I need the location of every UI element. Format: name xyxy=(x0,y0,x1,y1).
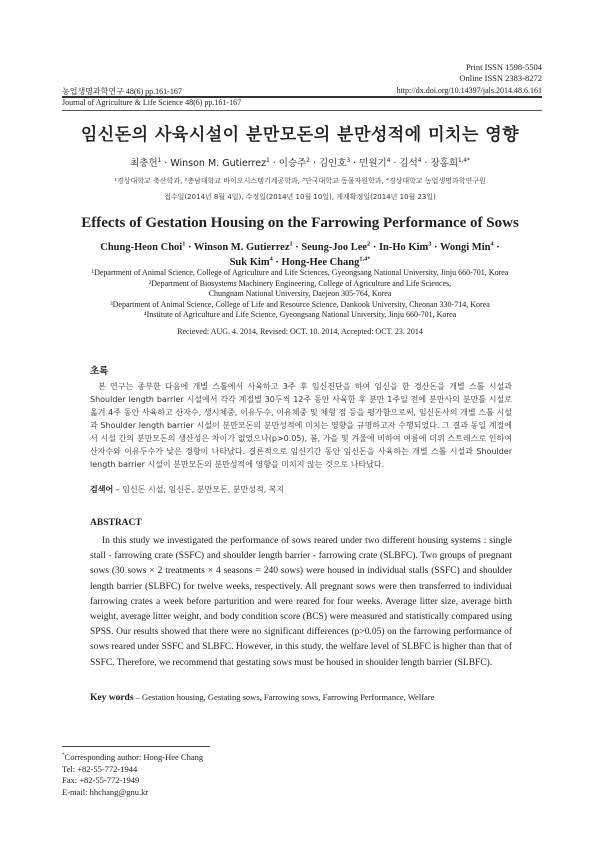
keywords-english xyxy=(90,692,512,703)
author: · Winson M. Gutierrez xyxy=(185,242,290,253)
author-sup: 2 xyxy=(367,240,371,248)
affiliations-korean: ¹경상대학교 축산학과, ²충남대학교 바이오시스템기계공학과, ³단국대학교 동물자원학과, ⁴경상대학교 농업생명과학연구원 xyxy=(114,177,486,185)
author: · 민원기 xyxy=(350,158,387,169)
author: · Winson M. Gutierrez xyxy=(161,158,267,169)
dates-korean: 접수일(2014년 8월 4일), 수정일(2014년 10월 10일), 게재확정일(2014년 10월 23일) xyxy=(164,193,436,201)
author-sup: 1 xyxy=(182,240,186,248)
corresponding-author: Corresponding author: Hong-Hee Chang xyxy=(64,752,204,762)
author: Suk Kim xyxy=(229,257,270,268)
author: Chung-Heon Choi xyxy=(100,242,183,253)
author-sup: 3 xyxy=(346,157,351,164)
authors-english xyxy=(40,240,560,270)
doi-link[interactable]: http://dx.doi.org/10.14397/jals.2014.48.6.161 xyxy=(396,86,542,95)
keywords-en-label: Key words xyxy=(90,693,134,703)
author-sup: 1 xyxy=(157,157,162,164)
author-sup: 4 xyxy=(417,157,422,164)
author-sup: 3 xyxy=(428,240,432,248)
keywords-korean xyxy=(90,484,512,495)
abstract-en-text: In this study we investigated the performance of sows reared under two different housing systems : single stall - farrowing crate (SSFC) and shoulder length barrier - farrowing crate (SLBFC). Two groups of pregnant sows (30 sows × 2 treatments × 4 seasons = 240 sows) were housed in individual stalls (SSFC) and shoulder length barrier (SLBFC) for twelve weeks, respectively. All pregnant sows were then transferred to individual farrowing crates a week before parturition and were reared for four weeks. Average litter size, average birth weight, average litter weight, and body condition score (BCS) were measured and statistically compared using SPSS. Our results showed that there were no significant differences (p>0.05) on the farrowing performance of sows reared under SSFC and SLBFC. However, in this study, the welfare level of SLBFC is higher than that of SSFC. Therefore, we recommend that gestating sows must be housed in shoulder length barrier (SLBFC). xyxy=(90,536,512,668)
author-sup: 4 xyxy=(490,240,494,248)
author: · 김인호 xyxy=(309,158,347,169)
dates-english: Recieved: AUG. 4. 2014, Revised: OCT. 10. 2014, Accepted: OCT. 23. 2014 xyxy=(177,327,423,336)
author-sup: 1,4* xyxy=(458,157,470,164)
journal-en: Journal of Agriculture & Life Science 48(6) pp.161-167 xyxy=(62,98,242,107)
author-separator: · xyxy=(493,242,500,253)
footnote xyxy=(62,752,203,798)
affiliation-line: ²Department of Biosystems Machinery Engineering, College of Agriculture and Life Sciences, xyxy=(148,278,452,288)
author-sup: 1,4* xyxy=(359,255,371,263)
affiliations-english xyxy=(50,268,550,321)
affiliation-line: ³Department of Animal Science, College of Life and Resource Science, Dankook University, Cheonan 330-714, Korea xyxy=(110,299,490,309)
footnote-email[interactable]: E-mail: hhchang@gnu.kr xyxy=(62,786,149,797)
online-issn: Online ISSN 2383-8272 xyxy=(459,73,542,83)
author: · 김석 xyxy=(390,158,418,169)
author: · 이승주 xyxy=(269,158,307,169)
author-sup: 2 xyxy=(306,157,310,164)
title-korean: 임신돈의 사육시설이 분만모돈의 분만성적에 미치는 영향 xyxy=(80,125,520,145)
affiliation-line: ¹Department of Animal Science, College of Agriculture and Life Sciences, Gyeongsang National University, Jinju 660-701, Korea xyxy=(91,268,509,277)
keywords-ko-list: – 임신돈 시설, 임신돈, 분만모돈, 분만성적, 복지 xyxy=(113,485,285,494)
footnote-fax: Fax: +82-55-772-1949 xyxy=(62,775,140,785)
author-sup: 1 xyxy=(266,157,270,164)
footnote-rule xyxy=(62,746,210,747)
authors-korean xyxy=(40,155,560,169)
author: · Wongi Min xyxy=(431,242,491,253)
journal-ko: 농업생명과학연구 48(6) pp.161-167 xyxy=(62,87,182,96)
issn-block xyxy=(459,62,542,84)
author: · 장홍희 xyxy=(421,158,458,169)
abstract-ko-heading: 초록 xyxy=(90,366,109,377)
footnote-tel: Tel: +82-55-772-1944 xyxy=(62,763,138,774)
author: · Seung-Joo Lee xyxy=(292,242,368,253)
author-sup: 4 xyxy=(269,255,273,263)
abstract-ko-text: 본 연구는 종부한 다음에 개별 스톨에서 사육하고 3주 후 임신진단을 하여 임신을 한 경산돈을 개별 스톨 시설과 Shoulder length barrier 시설에서 각각 계절별 30두씩 12주 동안 사육한 후 분만 1주일 전에 분만사의 분만틀 시설로 옮겨 4주 동안 사육하고 산자수, 생시체중, 이유두수, 이유체중 및 체형 점 등을 평가함으로써, 임신돈사의 개별 스톨 시설과 Shoulder length barrier 시설이 분만모돈의 분만성적에 미치는 영향을 규명하고자 수행되었다. 그 결과 동일 계절에서 시설 간의 분만모돈의 생산성은 차이가 없었으나(p>0.05), 봄, 가을 및 겨울에 비하여 여름에 더위 스트레스로 인하여 산자수와 이유두수가 낮은 경향이 나타났다. 결론적으로 임신기간 동안 임신돈을 사육하는 개별 스톨 시설과 Shoulder length barrier 시설이 분만모돈의 분만성적에 영향을 미치지 않는 것으로 나타났다. xyxy=(90,382,512,469)
author: 최충헌 xyxy=(130,158,158,169)
author: · Hong-Hee Chang xyxy=(272,257,360,268)
print-issn: Print ISSN 1598-5504 xyxy=(465,62,542,72)
keywords-ko-label: 검색어 xyxy=(90,485,114,494)
affiliation-line: ⁴Institute of Agriculture and Life Science, Gyeongsang National University, Jinju 660-701, Korea xyxy=(143,310,457,319)
abstract-en-heading: ABSTRACT xyxy=(90,518,142,528)
author: · In-Ho Kim xyxy=(370,242,429,253)
keywords-en-list: – Gestation housing, Gestating sows, Farrowing sows, Farrowing Performance, Welfare xyxy=(133,692,435,702)
footnote-mark: * xyxy=(62,752,65,759)
title-english: Effects of Gestation Housing on the Farrowing Performance of Sows xyxy=(81,215,519,231)
author-sup: 1 xyxy=(289,240,293,248)
affiliation-line: Chungnam National University, Daejeon 305-764, Korea xyxy=(208,289,392,298)
author-sup: 4 xyxy=(386,157,391,164)
header-rule-thin xyxy=(62,110,542,111)
